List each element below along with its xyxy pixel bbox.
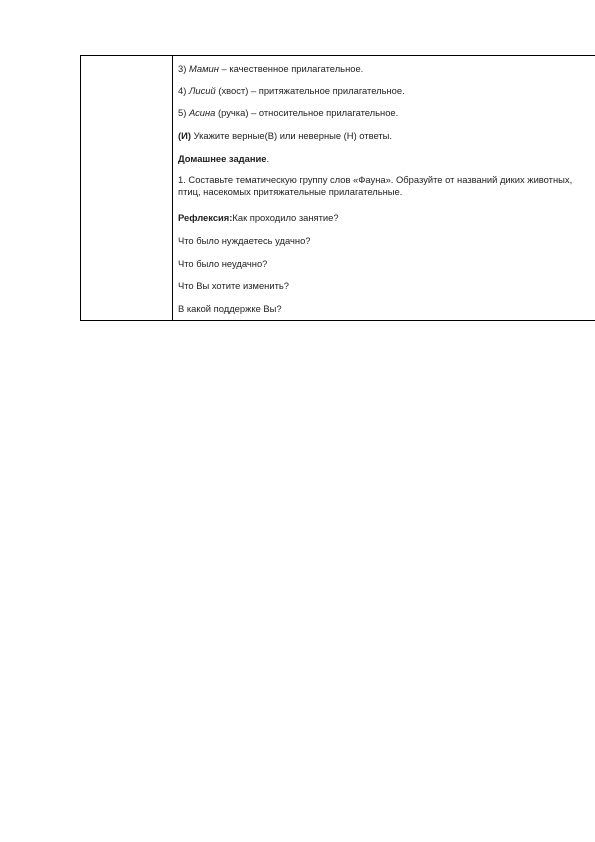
instruction-marker: (И) xyxy=(178,130,191,141)
item-3-number: 3) xyxy=(178,63,187,74)
reflection-question-2: Что было нуждаетесь удачно? xyxy=(178,235,311,246)
item-4-extra: (хвост) xyxy=(218,85,249,96)
item-3-word: Мамин xyxy=(188,63,219,74)
item-5-line xyxy=(178,107,398,119)
item-3-line xyxy=(178,63,363,75)
item-4-number: 4) xyxy=(178,85,187,96)
instruction-line xyxy=(178,130,392,142)
reflection-question-5: В какой поддержке Вы? xyxy=(178,303,282,314)
item-4-line xyxy=(178,85,405,97)
lesson-table xyxy=(80,55,595,321)
item-3-description: – качественное прилагательное. xyxy=(221,63,364,74)
item-5-number: 5) xyxy=(178,107,187,118)
item-5-extra: (ручка) xyxy=(218,107,249,118)
table-left-cell xyxy=(81,56,173,320)
item-4-word: Лисий xyxy=(188,85,216,96)
reflection-question-4: Что Вы хотите изменить? xyxy=(178,280,289,291)
instruction-text: Укажите верные(В) или неверные (Н) ответы. xyxy=(193,130,393,141)
reflection-question-3: Что было неудачно? xyxy=(178,258,268,269)
homework-heading xyxy=(178,153,269,165)
table-right-cell xyxy=(173,56,595,320)
item-5-word: Асина xyxy=(188,107,216,118)
homework-title: Домашнее задание xyxy=(178,153,267,164)
reflection-label: Рефлексия: xyxy=(178,212,233,223)
reflection-line xyxy=(178,212,339,224)
homework-task: 1. Составьте тематическую группу слов «Фауна». Образуйте от названий диких животных, птиц, насекомых притяжательные прилагательные. xyxy=(178,174,573,197)
item-4-description: – притяжательное прилагательное. xyxy=(250,85,405,96)
reflection-question-1: Как проходило занятие? xyxy=(232,212,339,223)
item-5-description: – относительное прилагательное. xyxy=(251,107,399,118)
homework-title-dot: . xyxy=(266,153,270,164)
